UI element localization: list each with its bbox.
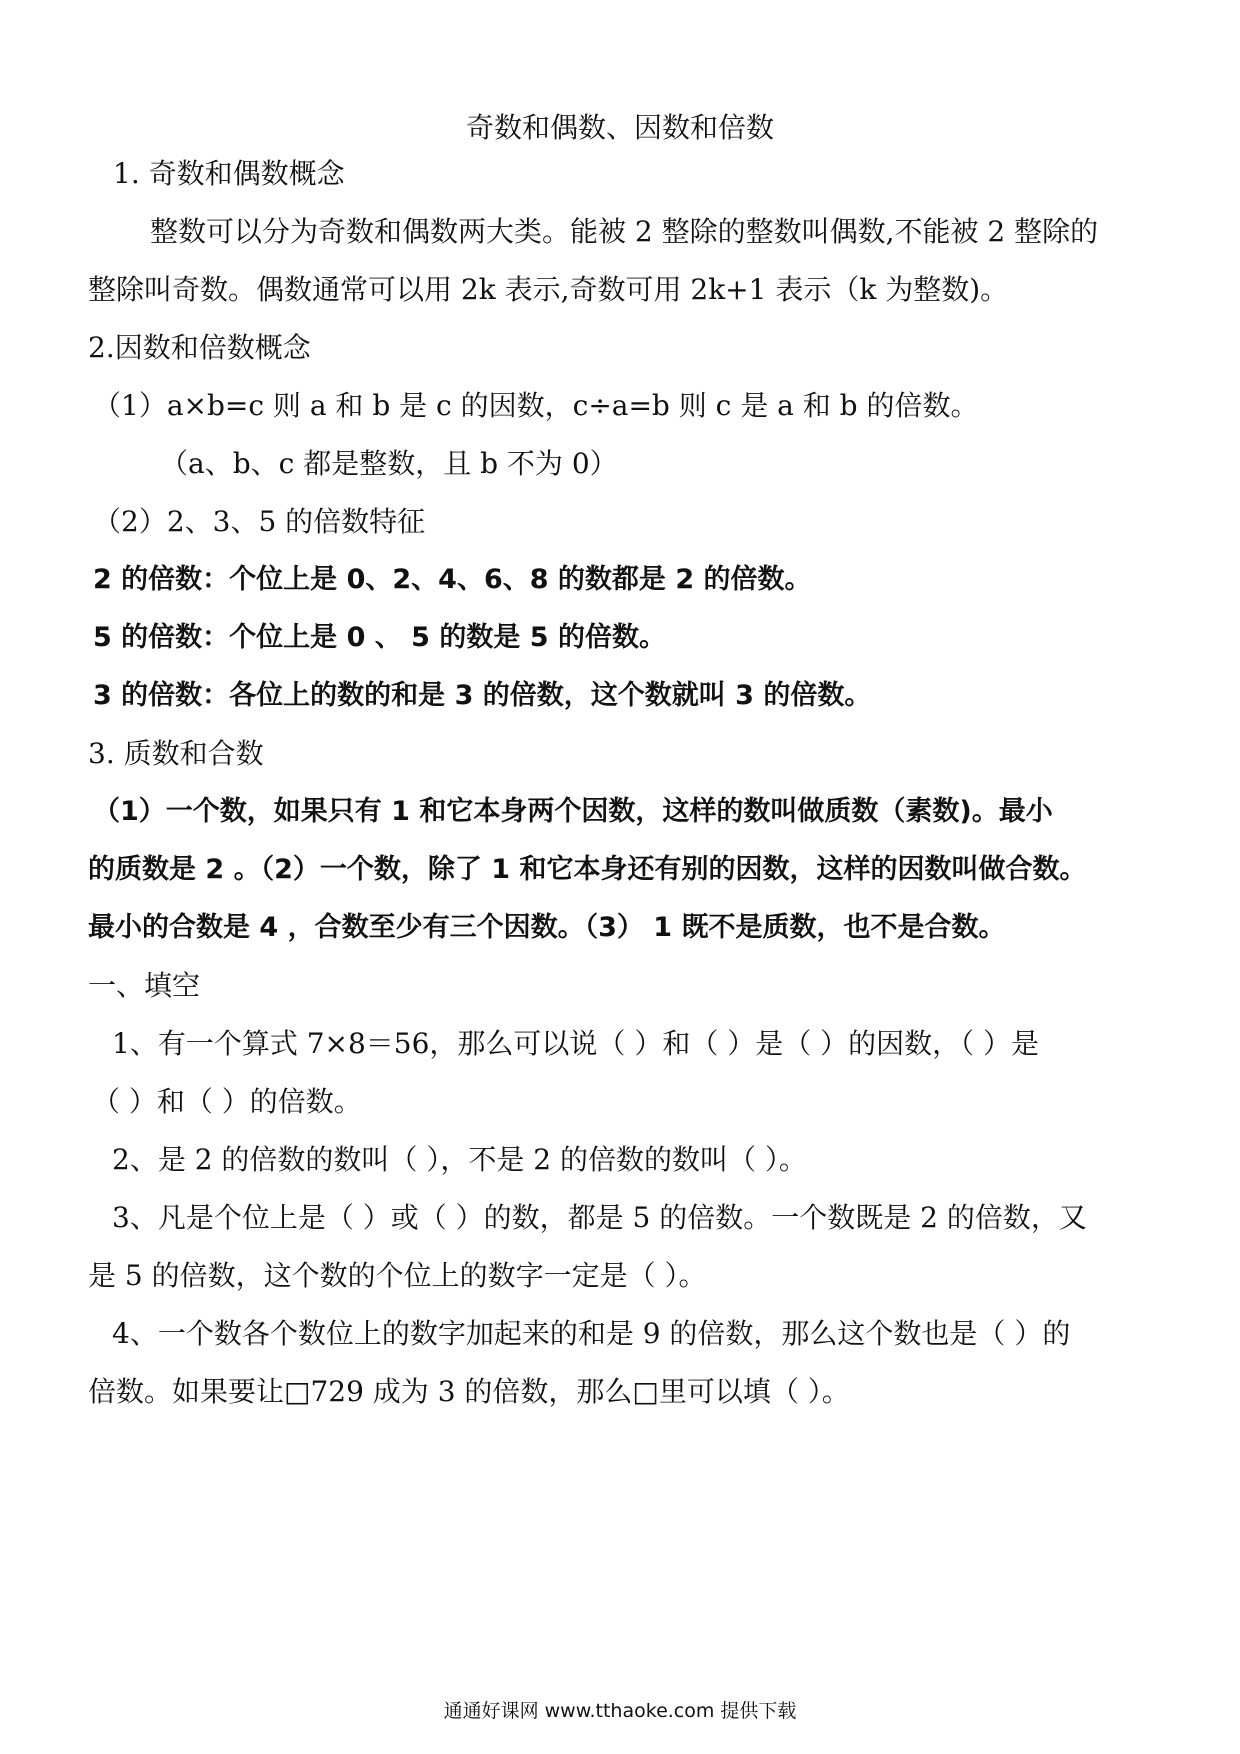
section-2-item-2: （2）2、3、5 的倍数特征: [93, 505, 426, 538]
page-title: 奇数和偶数、因数和倍数: [465, 111, 774, 144]
question-1-line-1: 1、有一个算式 7×8＝56，那么可以说（ ）和（ ）是（ ）的因数，（ ）是: [112, 1027, 1040, 1060]
section-3-heading: 3. 质数和合数: [88, 737, 264, 770]
section-2-heading: 2.因数和倍数概念: [88, 331, 311, 364]
section-3-line-3: 最小的合数是 4 ，合数至少有三个因数。（3） 1 既不是质数，也不是合数。: [88, 912, 1006, 943]
section-1-heading: 1. 奇数和偶数概念: [113, 157, 345, 190]
section-3-line-1: （1）一个数，如果只有 1 和它本身两个因数，这样的数叫做质数（素数)。最小: [93, 796, 1053, 827]
question-4-line-2: 倍数。如果要让□729 成为 3 的倍数，那么□里可以填（ ）。: [88, 1375, 850, 1408]
question-3-line-1: 3、凡是个位上是（ ）或（ ）的数，都是 5 的倍数。一个数既是 2 的倍数，又: [112, 1201, 1087, 1234]
rule-multiples-of-5: 5 的倍数：个位上是 0 、 5 的数是 5 的倍数。: [93, 622, 666, 653]
rule-multiples-of-2: 2 的倍数：个位上是 0、2、4、6、8 的数都是 2 的倍数。: [93, 564, 812, 595]
question-3-line-2: 是 5 的倍数，这个数的个位上的数字一定是（ ）。: [88, 1259, 707, 1292]
section-2-item-1: （1）a×b=c 则 a 和 b 是 c 的因数，c÷a=b 则 c 是 a 和 b 的倍数。: [93, 389, 979, 422]
question-1-line-2: （ ）和（ ）的倍数。: [92, 1085, 362, 1118]
section-3-line-2: 的质数是 2 。（2）一个数，除了 1 和它本身还有别的因数，这样的因数叫做合数。: [88, 854, 1087, 885]
section-1-paragraph-line-2: 整除叫奇数。偶数通常可以用 2k 表示,奇数可用 2k+1 表示（k 为整数)。: [88, 273, 1009, 306]
section-1-paragraph-line-1: 整数可以分为奇数和偶数两大类。能被 2 整除的整数叫偶数,不能被 2 整除的: [150, 215, 1099, 248]
question-4-line-1: 4、一个数各个数位上的数字加起来的和是 9 的倍数，那么这个数也是（ ）的: [112, 1317, 1071, 1350]
question-2-line-1: 2、是 2 的倍数的数叫（ ），不是 2 的倍数的数叫（ ）。: [112, 1143, 807, 1176]
section-2-item-1-note: （a、b、c 都是整数，且 b 不为 0）: [160, 447, 618, 480]
part-1-heading: 一、填空: [88, 969, 201, 1002]
footer-download-notice: 通通好课网 www.tthaoke.com 提供下载: [443, 1700, 797, 1722]
rule-multiples-of-3: 3 的倍数：各位上的数的和是 3 的倍数，这个数就叫 3 的倍数。: [93, 680, 872, 711]
